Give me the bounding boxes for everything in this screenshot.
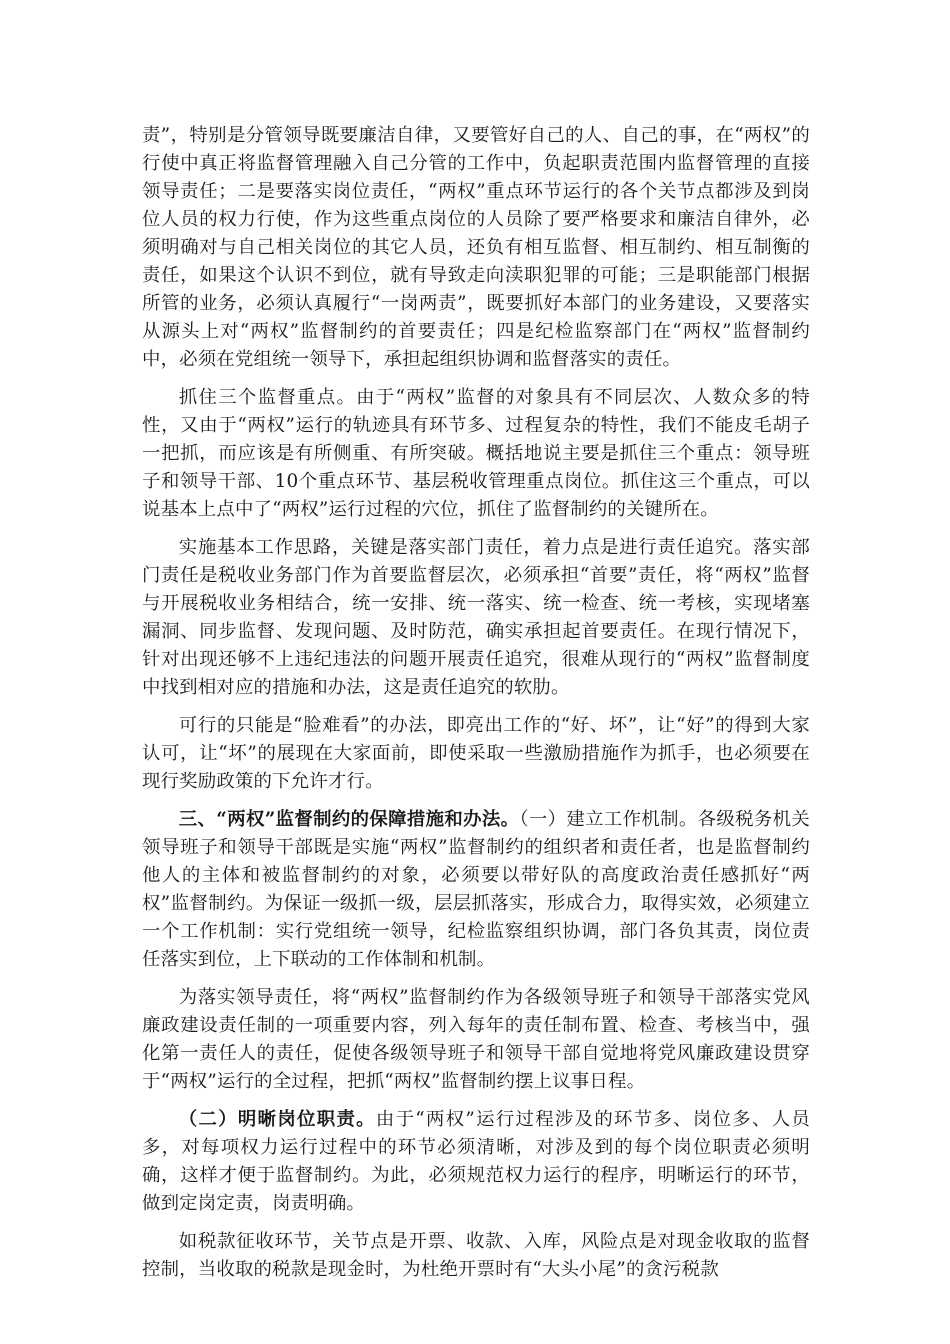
- paragraph-8-text: 如税款征收环节，关节点是开票、收款、入库，风险点是对现金收取的监督控制，当收取的税款是现金时，为杜绝开票时有“大头小尾”的贪污税款: [142, 1231, 810, 1280]
- paragraph-1: [142, 122, 810, 374]
- paragraph-6: [142, 984, 810, 1096]
- paragraph-3: [142, 534, 810, 702]
- subsection-two-heading: （二）明晰岗位职责。: [178, 1109, 376, 1130]
- paragraph-6-text: 为落实领导责任，将“两权”监督制约作为各级领导班子和领导干部落实党风廉政建设责任制的一项重要内容，列入每年的责任制布置、检查、考核当中，强化第一责任人的责任，促使各级领导班子和领导干部自觉地将党风廉政建设贯穿于“两权”运行的全过程，把抓“两权”监督制约摆上议事日程。: [142, 987, 810, 1092]
- subsection-two-text: 由于“两权”运行过程涉及的环节多、岗位多、人员多，对每项权力运行过程中的环节必须清晰，对涉及到的每个岗位职责必须明确，这样才便于监督制约。为此，必须规范权力运行的程序，明晰运行的环节，做到定岗定责，岗责明确。: [142, 1109, 810, 1214]
- section-three-text: （一）建立工作机制。各级税务机关领导班子和领导干部既是实施“两权”监督制约的组织者和责任者，也是监督制约他人的主体和被监督制约的对象，必须要以带好队的高度政治责任感抓好“两权”监督制约。为保证一级抓一级，层层抓落实，形成合力，取得实效，必须建立一个工作机制：实行党组统一领导，纪检监察组织协调，部门各负其责，岗位责任落实到位，上下联动的工作体制和机制。: [142, 809, 810, 970]
- paragraph-2: [142, 384, 810, 524]
- paragraph-4-text: 可行的只能是“脸难看”的办法，即亮出工作的“好、坏”，让“好”的得到大家认可，让“坏”的展现在大家面前，即使采取一些激励措施作为抓手，也必须要在现行奖励政策的下允许才行。: [142, 715, 810, 792]
- subsection-two-paragraph: [142, 1106, 810, 1218]
- section-three-paragraph: [142, 806, 810, 974]
- paragraph-2-text: 抓住三个监督重点。由于“两权”监督的对象具有不同层次、人数众多的特性，又由于“两权”运行的轨迹具有环节多、过程复杂的特性，我们不能皮毛胡子一把抓，而应该是有所侧重、有所突破。概括地说主要是抓住三个重点：领导班子和领导干部、10个重点环节、基层税收管理重点岗位。抓住这三个重点，可以说基本上点中了“两权”运行过程的穴位，抓住了监督制约的关键所在。: [142, 387, 810, 520]
- paragraph-1-text: 责”，特别是分管领导既要廉洁自律，又要管好自己的人、自己的事，在“两权”的行使中真正将监督管理融入自己分管的工作中，负起职责范围内监督管理的直接领导责任；二是要落实岗位责任，“两权”重点环节运行的各个关节点都涉及到岗位人员的权力行使，作为这些重点岗位的人员除了要严格要求和廉洁自律外，必须明确对与自己相关岗位的其它人员，还负有相互监督、相互制约、相互制衡的责任，如果这个认识不到位，就有导致走向渎职犯罪的可能；三是职能部门根据所管的业务，必须认真履行“一岗两责”，既要抓好本部门的业务建设，又要落实从源头上对“两权”监督制约的首要责任；四是纪检监察部门在“两权”监督制约中，必须在党组统一领导下，承担起组织协调和监督落实的责任。: [142, 125, 810, 370]
- paragraph-8: [142, 1228, 810, 1284]
- section-three-heading: 三、“两权”监督制约的保障措施和办法。: [178, 809, 520, 830]
- document-page: [142, 122, 810, 1284]
- paragraph-3-text: 实施基本工作思路，关键是落实部门责任，着力点是进行责任追究。落实部门责任是税收业务部门作为首要监督层次，必须承担“首要”责任，将“两权”监督与开展税收业务相结合，统一安排、统一落实、统一检查、统一考核，实现堵塞漏洞、同步监督、发现问题、及时防范，确实承担起首要责任。在现行情况下，针对出现还够不上违纪违法的问题开展责任追究，很难从现行的“两权”监督制度中找到相对应的措施和办法，这是责任追究的软肋。: [142, 537, 810, 698]
- paragraph-4: [142, 712, 810, 796]
